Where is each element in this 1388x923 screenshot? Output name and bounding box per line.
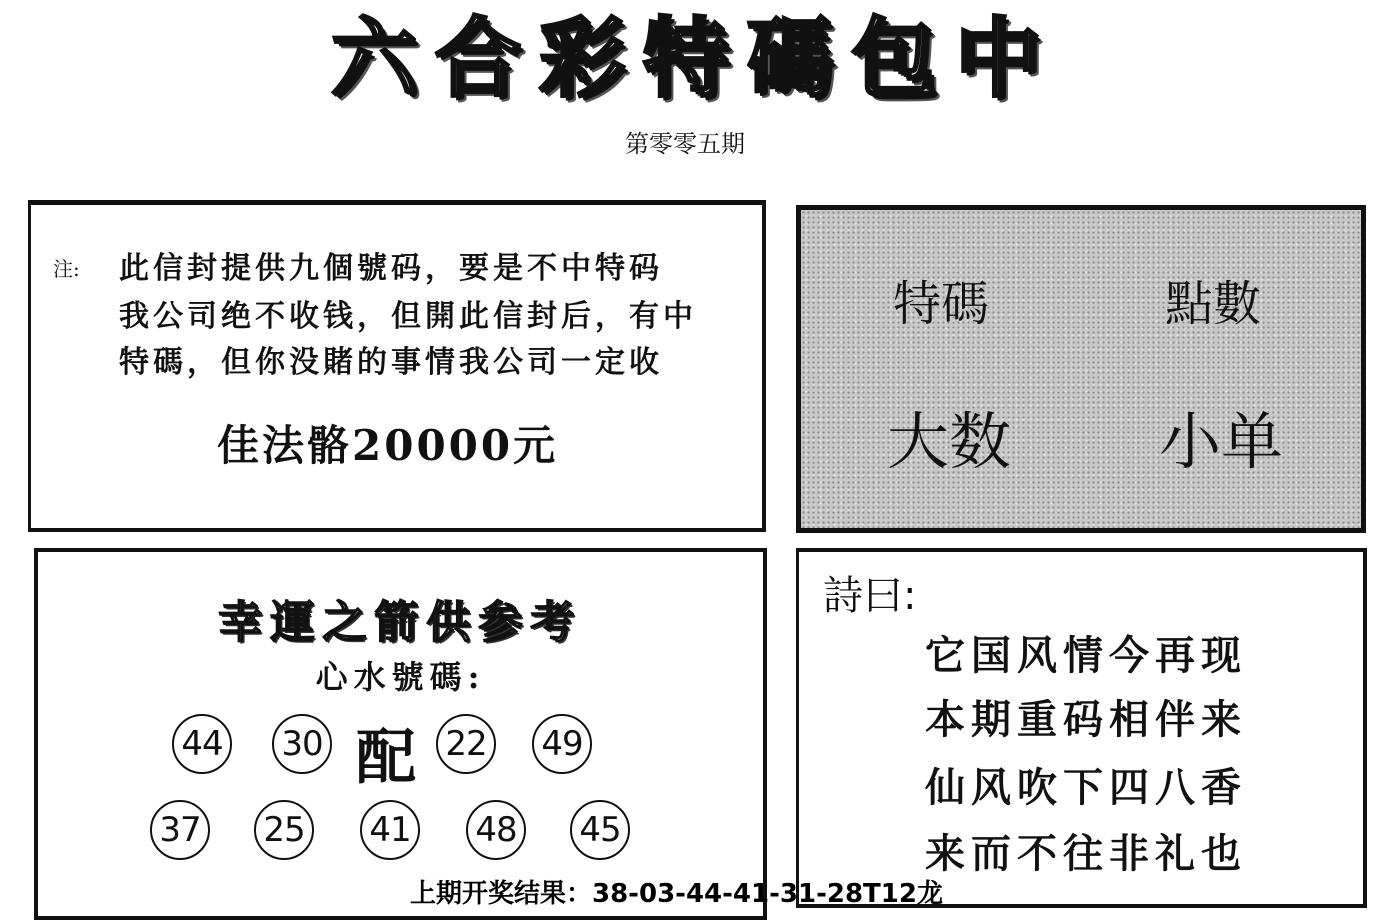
number-ball: 22 xyxy=(436,714,496,774)
number-ball: 30 xyxy=(272,714,332,774)
lucky-numbers-panel xyxy=(34,548,767,920)
poem-line-1: 它国风情今再现 xyxy=(925,632,1247,679)
poem-heading: 詩曰: xyxy=(823,573,917,619)
special-value-left: 大数 xyxy=(887,405,1012,478)
special-heading-left: 特碼 xyxy=(893,276,990,332)
issue-number: 第零零五期 xyxy=(625,130,745,158)
number-ball: 44 xyxy=(172,714,232,774)
poem-line-4: 来而不往非礼也 xyxy=(925,830,1247,877)
note-line-1: 此信封提供九個號码，要是不中特码 xyxy=(119,251,663,286)
lucky-subtitle: 心水號碼: xyxy=(315,658,486,696)
note-line-3: 特碼，但你没賭的事情我公司一定收 xyxy=(119,345,663,380)
poem-line-3: 仙风吹下四八香 xyxy=(925,764,1247,811)
number-ball: 41 xyxy=(360,800,420,860)
poem-line-2: 本期重码相伴来 xyxy=(925,696,1247,743)
special-value-right: 小单 xyxy=(1159,405,1284,478)
note-label: 注: xyxy=(53,257,80,281)
notice-panel xyxy=(28,200,766,532)
page-title: 六合彩特碼包中 xyxy=(331,8,1059,109)
lucky-title: 幸運之箭供参考 xyxy=(218,597,583,648)
note-line-2: 我公司绝不收钱，但開此信封后，有中 xyxy=(119,299,697,334)
number-ball: 48 xyxy=(466,800,526,860)
number-ball: 45 xyxy=(570,800,630,860)
number-ball: 25 xyxy=(254,800,314,860)
pair-label: 配 xyxy=(356,723,416,793)
special-number-panel xyxy=(796,205,1366,533)
last-result: 上期开奖结果：38-03-44-41-31-28T12龙 xyxy=(410,879,943,909)
reward-amount: 佳法骼20000元 xyxy=(217,421,559,470)
number-ball: 49 xyxy=(532,714,592,774)
special-heading-right: 點數 xyxy=(1165,276,1262,332)
poem-panel xyxy=(796,548,1367,908)
number-ball: 37 xyxy=(150,800,210,860)
